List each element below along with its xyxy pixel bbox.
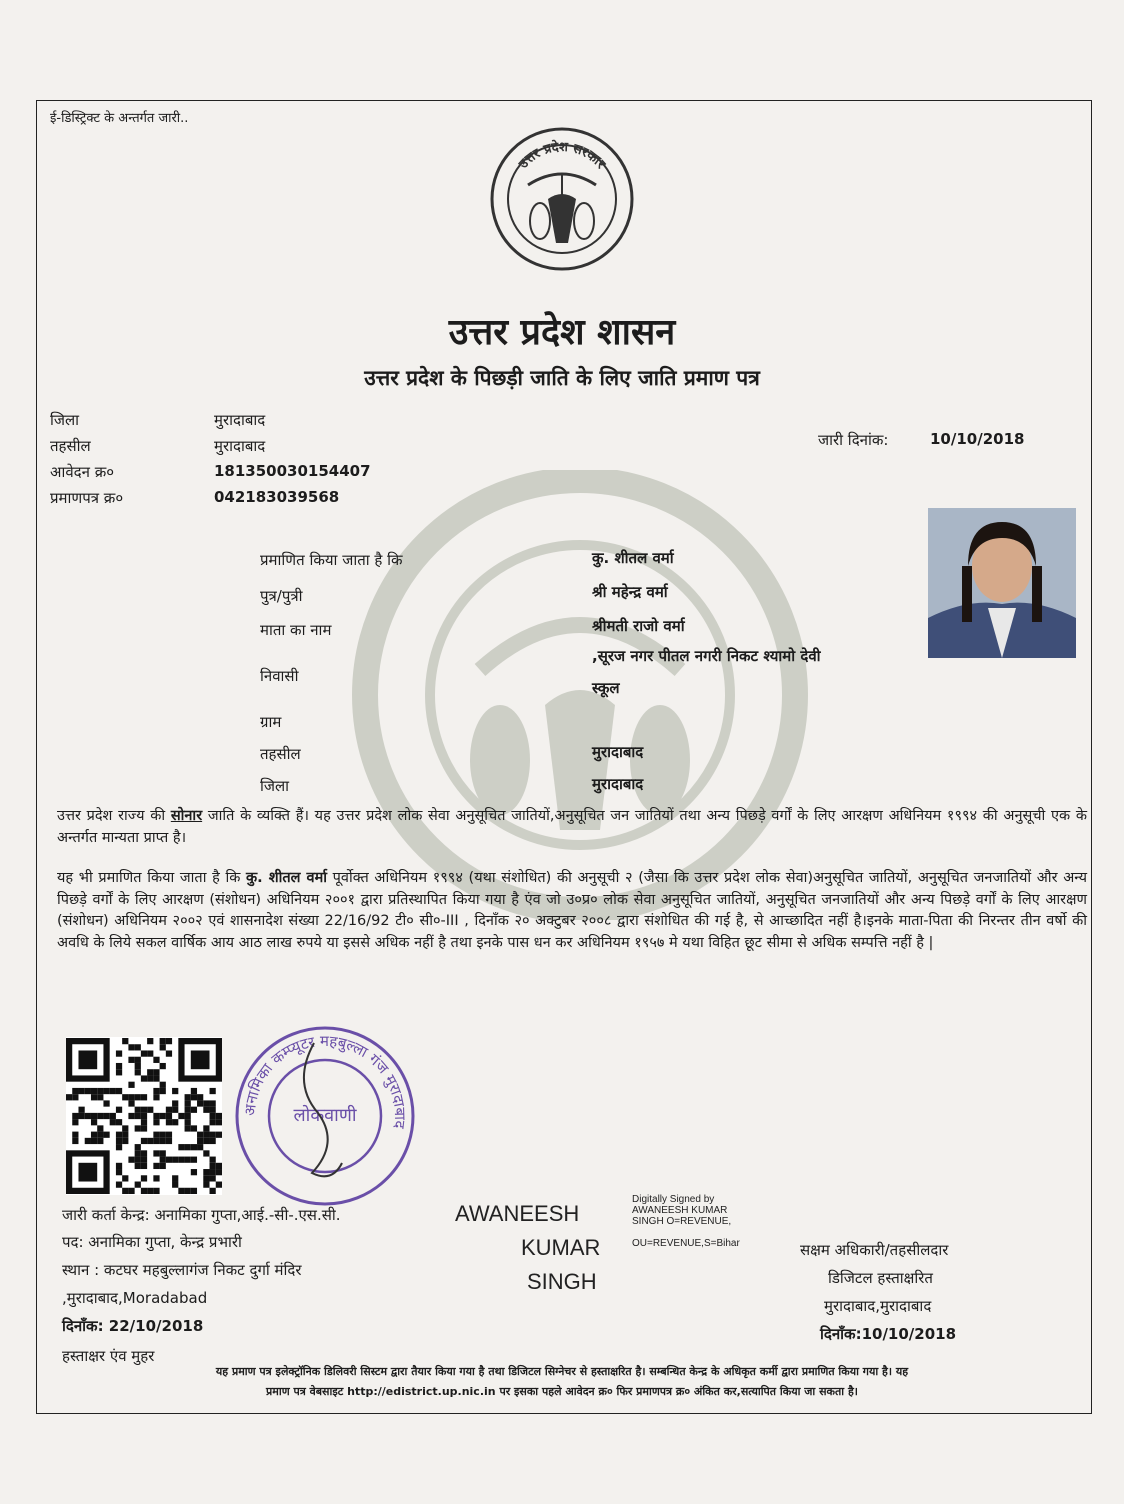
issuing-centre: जारी कर्ता केन्द्र: अनामिका गुप्ता,आई.-सी-.एस.सी. (62, 1206, 341, 1224)
issuer-date: दिनाँक: 22/10/2018 (62, 1317, 204, 1335)
district-label: जिला (50, 411, 80, 429)
document-subtitle: उत्तर प्रदेश के पिछड़ी जाति के लिए जाति प्रमाण पत्र (364, 366, 760, 390)
issue-date-label: जारी दिनांक: (818, 431, 889, 449)
issuer-place: स्थान : कटघर महबुल्लागंज निकट दुर्गा मंदिर (62, 1261, 302, 1279)
officer-digital-signed: डिजिटल हस्ताक्षरित (828, 1269, 933, 1287)
document-title: उत्तर प्रदेश शासन (448, 312, 676, 353)
issue-date-value: 10/10/2018 (930, 430, 1025, 448)
issuer-post: पद: अनामिका गुप्ता, केन्द्र प्रभारी (62, 1233, 242, 1251)
caste-name: सोनार (170, 808, 203, 824)
certification-name: कु. शीतल वर्मा (246, 870, 328, 886)
svg-text:अनामिका कम्प्यूटर महबुल्ला गंज: अनामिका कम्प्यूटर महबुल्ला गंज मुरादाबाद (240, 1031, 410, 1130)
digital-sign-line3: SINGH O=REVENUE, (632, 1216, 732, 1227)
certificate-label: प्रमाणपत्र क्र० (50, 489, 124, 507)
officer-place: मुरादाबाद,मुरादाबाद (824, 1297, 932, 1315)
svg-text:लोकवाणी: लोकवाणी (293, 1105, 357, 1126)
certificate-number: 042183039568 (214, 488, 340, 506)
person-district-value: मुरादाबाद (592, 775, 644, 793)
tehsil-value: मुरादाबाद (214, 437, 266, 455)
digital-sign-line1: Digitally Signed by (632, 1194, 715, 1205)
mother-label: माता का नाम (260, 621, 332, 639)
footer-note-line1: यह प्रमाण पत्र इलेक्ट्रॉनिक डिलिवरी सिस्टम द्वारा तैयार किया गया है तथा डिजिटल सिग्नेचर से हस्ताक्षरित है। सम्बन्धित केन्द्र के अधिकृत कर्मी द्वारा प्रमाणित किया गया है। यह (215, 1365, 909, 1378)
certified-label: प्रमाणित किया जाता है कि (260, 551, 403, 569)
watermark-emblem (330, 470, 830, 920)
digital-sign-line2: AWANEESH KUMAR (632, 1205, 728, 1216)
address-line2: स्कूल (592, 679, 620, 697)
village-label: ग्राम (260, 713, 282, 731)
qr-code (66, 1037, 222, 1195)
certification-rest: पूर्वोक्त अधिनियम १९९४ (यथा संशोधित) की अनुसूची २ (जैसा कि उत्तर प्रदेश लोक सेवा)अनुसूचित जातियों, अनुसूचित जनजातियों और अन्य पिछड़े वर्गों के लिए आरक्षण (संशोधन) अधिनियम २००१ द्वारा प्रतिस्थापित किया गया है एंव जो उ०प्र० लोक सेवा अनुसूचित जातियों, अनुसूचित जनजातियों और अन्य पिछड़े वर्गों के लिए आरक्षण (संशोधन) अधिनियम २००२ एवं शासनादेश संख्या 22/16/92 टी० सी०-III , दिनाँक २० अक्टुबर २००८ द्वारा संशोधित की गई है, से आच्छादित नहीं है।इनके माता-पिता की निरन्तर तीन वर्षो की अवधि के लिये सकल वार्षिक आय आठ लाख रुपये या इससे अधिक नहीं है तथा इनके पास धन कर अधिनियम १९५७ मे यथा विहित छूट सीमा से अधिक सम्पत्ति नहीं है | (57, 870, 1087, 951)
digital-sign-line4: OU=REVENUE,S=Bihar (632, 1238, 740, 1249)
signer-name-line3: SINGH (527, 1269, 597, 1294)
applicant-photo (928, 508, 1076, 658)
signer-name-line1: AWANEESH (455, 1201, 580, 1226)
centre-seal-stamp (232, 1023, 418, 1209)
mother-name: श्रीमती राजो वर्मा (592, 617, 685, 635)
application-number: 181350030154407 (214, 462, 371, 480)
officer-date: दिनाँक:10/10/2018 (820, 1325, 957, 1343)
signer-name-line2: KUMAR (521, 1235, 601, 1260)
issued-under-text: ई-डिस्ट्रिक्ट के अन्तर्गत जारी.. (50, 111, 189, 126)
application-label: आवेदन क्र० (50, 463, 115, 481)
district-value: मुरादाबाद (214, 411, 266, 429)
certification-statement (57, 868, 1087, 954)
tehsil-label: तहसील (50, 437, 91, 455)
up-government-emblem (488, 125, 636, 273)
certification-prefix: यह भी प्रमाणित किया जाता है कि (57, 870, 246, 886)
caste-statement-rest: जाति के व्यक्ति हैं। यह उत्तर प्रदेश लोक सेवा अनुसूचित जातियों,अनुसूचित जन जातियों तथा अन्य पिछड़े वर्गों के लिए आरक्षण अधिनियम १९९४ की अनुसूची एक के अन्तर्गत मान्यता प्राप्त है। (57, 808, 1087, 846)
caste-statement (57, 806, 1087, 849)
applicant-name: कु. शीतल वर्मा (592, 549, 674, 567)
officer-title: सक्षम अधिकारी/तहसीलदार (800, 1241, 949, 1259)
footer-note-line2: प्रमाण पत्र वेबसाइट http://edistrict.up.nic.in पर इसका पहले आवेदन क्र० फिर प्रमाणपत्र क्र० अंकित कर,सत्यापित किया जा सकता है। (266, 1385, 858, 1398)
person-tehsil-label: तहसील (260, 745, 301, 763)
person-district-label: जिला (260, 777, 290, 795)
address-line1: ,सूरज नगर पीतल नगरी निकट श्यामो देवी (592, 647, 821, 665)
caste-statement-prefix: उत्तर प्रदेश राज्य की (57, 808, 171, 824)
svg-text:उत्तर प्रदेश सरकार: उत्तर प्रदेश सरकार (516, 139, 608, 172)
resident-label: निवासी (260, 667, 299, 685)
person-tehsil-value: मुरादाबाद (592, 743, 644, 761)
issuer-place-city: ,मुरादाबाद,Moradabad (62, 1289, 208, 1307)
child-of-label: पुत्र/पुत्री (260, 587, 303, 605)
father-name: श्री महेन्द्र वर्मा (592, 583, 668, 601)
sign-and-seal-label: हस्ताक्षर एंव मुहर (62, 1347, 155, 1365)
